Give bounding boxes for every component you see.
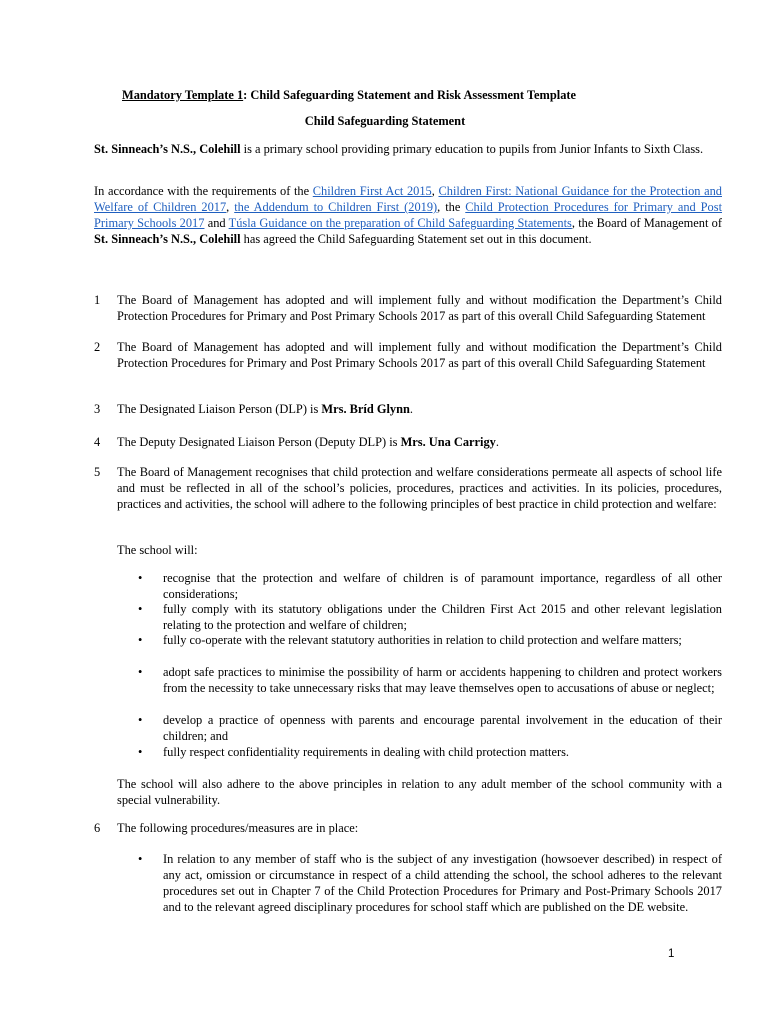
list-item: adopt safe practices to minimise the possibility of harm or accidents happening to children and protect workers from the necessity to take unnecessary risks that may leave themselves open to accusations of abuse or neglect; [163, 665, 722, 695]
accordance-text: , the [437, 200, 466, 214]
item-text: The Board of Management has adopted and will implement fully and without modification the Department’s Child Protection Procedures for Primary and Post Primary Schools 2017 as part of this overall Child Safeguarding Statement [117, 293, 722, 323]
link-child-protection-procedures[interactable]: Child Protection Procedures for Primary and Post Primary Schools 2017 [94, 200, 723, 230]
item-number: 2 [94, 340, 101, 354]
dlp-label: The Designated Liaison Person (DLP) is [117, 402, 322, 416]
accordance-text: , [431, 184, 439, 198]
school-will-heading: The school will: [117, 543, 198, 557]
item-number: 3 [94, 402, 101, 416]
item-text: The following procedures/measures are in place: [117, 821, 359, 835]
deputy-dlp-name: Mrs. Una Carrigy [400, 435, 496, 449]
accordance-text: has agreed the Child Safeguarding Statement set out in this document. [240, 232, 592, 246]
list-item: fully comply with its statutory obligations under the Children First Act 2015 and other relevant legislation relating to the protection and welfare of children; [163, 602, 722, 632]
accordance-text: , [226, 200, 235, 214]
bullet-icon: • [138, 602, 143, 616]
item-text: The Board of Management has adopted and will implement fully and without modification the Department’s Child Protection Procedures for Primary and Post Primary Schools 2017 as part of this overall Child Safeguarding Statement [117, 340, 722, 370]
link-tusla-guidance[interactable]: Túsla Guidance on the preparation of Child Safeguarding Statements [228, 216, 572, 230]
link-children-first-act[interactable]: Children First Act 2015 [312, 184, 432, 198]
item-text: The Board of Management recognises that child protection and welfare considerations permeate all aspects of school life and must be reflected in all of the school’s policies, procedures, practices and activities. In its policies, procedures, practices and activities, the school will adhere to the following principles of best practice in child protection and welfare: [117, 465, 722, 511]
list-item: In relation to any member of staff who is the subject of any investigation (howsoever described) in respect of any act, omission or circumstance in respect of a child attending the school, the school adheres to the relevant procedures set out in Chapter 7 of the Child Protection Procedures for Primary and Post-Primary Schools 2017 and to the relevant agreed disciplinary procedures for school staff which are published on the DE website. [163, 852, 722, 914]
bullet-icon: • [138, 633, 143, 647]
accordance-text: , the Board of Management of [571, 216, 722, 230]
link-addendum[interactable]: the Addendum to Children First (2019) [234, 200, 438, 214]
template-title: : Child Safeguarding Statement and Risk Assessment Template [243, 88, 577, 102]
item-number: 4 [94, 435, 101, 449]
list-item: recognise that the protection and welfare of children is of paramount importance, regardless of all other considerations; [163, 571, 722, 601]
intro-paragraph [94, 141, 722, 157]
item-number: 6 [94, 821, 101, 835]
dlp-statement [117, 401, 722, 417]
bullet-icon: • [138, 665, 143, 679]
accordance-text: and [204, 216, 229, 230]
deputy-dlp-statement [117, 434, 722, 450]
list-item: develop a practice of openness with parents and encourage parental involvement in the education of their children; and [163, 713, 722, 743]
deputy-dlp-end: . [495, 435, 499, 449]
bullet-icon: • [138, 713, 143, 727]
page-number: 1 [668, 948, 675, 960]
item-number: 1 [94, 293, 101, 307]
accordance-text: In accordance with the requirements of the [94, 184, 313, 198]
bullet-icon: • [138, 571, 143, 585]
section-subtitle: Child Safeguarding Statement [304, 114, 466, 128]
list-item: fully co-operate with the relevant statutory authorities in relation to child protection and welfare matters; [163, 633, 682, 647]
dlp-name: Mrs. Bríd Glynn [321, 402, 410, 416]
accordance-paragraph [94, 183, 722, 247]
document-title [122, 88, 576, 103]
school-name: St. Sinneach’s N.S., Colehill [94, 232, 241, 246]
link-national-guidance[interactable]: Children First: National Guidance for the Protection and Welfare of Children 2017 [94, 184, 722, 214]
template-label: Mandatory Template 1 [122, 88, 244, 102]
dlp-end: . [409, 402, 413, 416]
list-item: fully respect confidentiality requirements in dealing with child protection matters. [163, 745, 570, 759]
bullet-icon: • [138, 852, 143, 866]
deputy-dlp-label: The Deputy Designated Liaison Person (Deputy DLP) is [117, 435, 401, 449]
school-description: is a primary school providing primary education to pupils from Junior Infants to Sixth Class. [240, 142, 704, 156]
item-number: 5 [94, 465, 101, 479]
adult-note: The school will also adhere to the above principles in relation to any adult member of the school community with a special vulnerability. [117, 777, 722, 807]
bullet-icon: • [138, 745, 143, 759]
school-name: St. Sinneach’s N.S., Colehill [94, 142, 241, 156]
